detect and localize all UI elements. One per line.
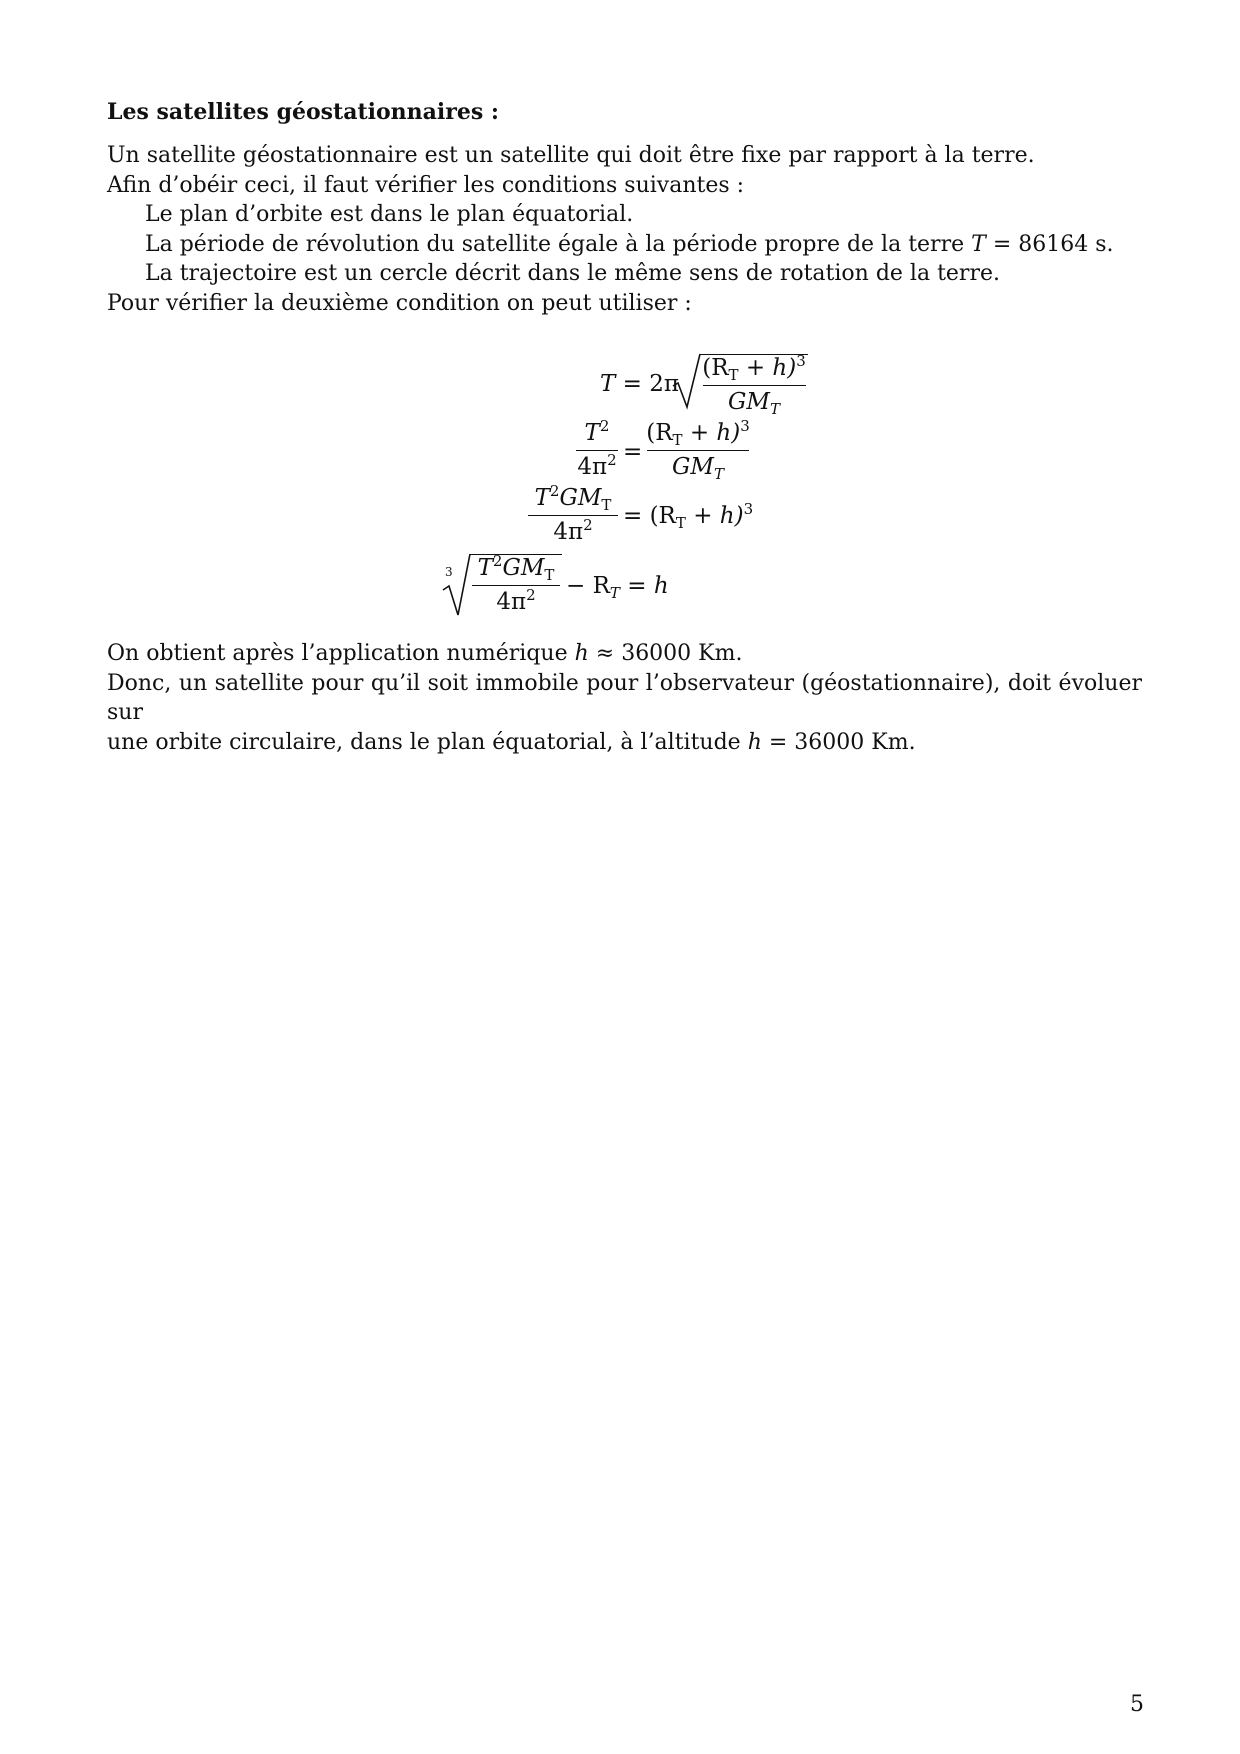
sqrt-sign [672,352,702,410]
intro-line-1: Un satellite géostationnaire est un satellite qui doit être fixe par rapport à la terre. [107,143,1035,168]
conclusion-line-2: une orbite circulaire, dans le plan équatorial, à l’altitude h = 36000 Km. [107,729,916,755]
cube-root-sign [442,552,472,618]
intro-text [107,141,1142,318]
section-heading: Les satellites géostationnaires : [107,99,499,125]
condition-1: Le plan d’orbite est dans le plan équatorial. [145,202,634,227]
conclusion-line-1: Donc, un satellite pour qu’il soit immobile pour l’observateur (géostationnaire), doit évoluer sur [107,670,1142,725]
document-page: Les satellites géostationnaires : Un satellite géostationnaire est un satellite qui doit être fixe par rapport à la terre. Afin d’obéir ceci, il faut vérifier les conditions suivantes : Le plan d’orbite est dans le plan équatorial. La période de révolution du satellite égale à la période propre de la terre T = 86164 s. La trajectoire est un cercle décrit dans le même sens de rotation de la terre. Pour vérifier la deuxième condition on peut utiliser : T = 2π $(R_T + h)^3$ $GM_T$ $T^2$ $4\pi^2$ = $(R_T + h)^3$ $GM_T$ $T^2GM_T$ $4\pi^2$ = $(R_T + h)^3$ 3 $T^2GM_T$ $4\pi^2$ − $R_T = h$ On obtient après l’application numérique h ≈ 36000 Km. Donc, un satellite pour qu’il soit immobile pour l’observateur (géostationnaire), doit évoluer sur une orbite circulaire, dans le plan équatorial, à l’altitude h = 36000 Km. 5 [107,99,1144,1717]
condition-2: La période de révolution du satellite égale à la période propre de la terre T = 86164 s. [145,231,1114,257]
condition-3: La trajectoire est un cercle décrit dans le même sens de rotation de la terre. [145,261,1000,286]
intro-line-2: Afin d’obéir ceci, il faut vérifier les conditions suivantes : [107,172,745,198]
result-text [107,639,1142,757]
page-number: 5 [1130,1692,1144,1717]
lead-in-text: Pour vérifier la deuxième condition on peut utiliser : [107,290,692,316]
result-line: On obtient après l’application numérique h ≈ 36000 Km. [107,641,743,666]
